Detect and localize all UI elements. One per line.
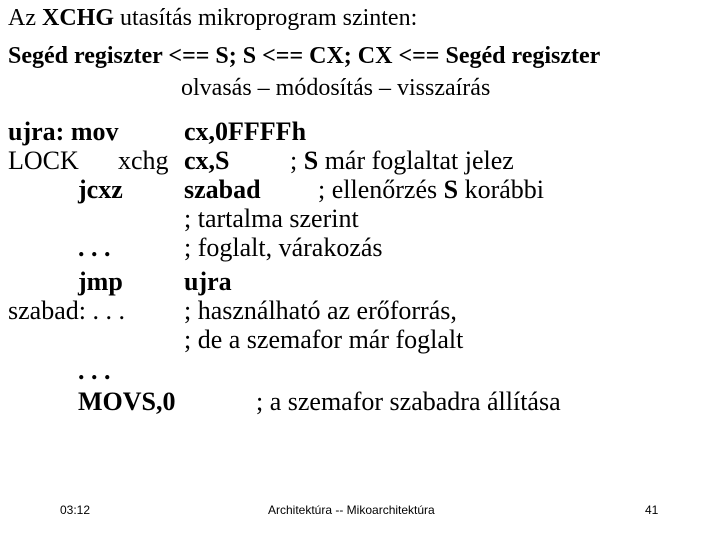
operation-phases: olvasás – módosítás – visszaírás [181,75,491,101]
footer-title: Architektúra -- Mikoarchitektúra [268,503,435,517]
code-mnemonic-xchg: xchg [118,146,169,175]
code-label-szabad: szabad: . . . [8,296,125,325]
code-comment-4: ; tartalma szerint [184,204,359,233]
code-ellipsis-1: . . . [78,233,111,262]
title-prefix: Az [8,5,42,31]
code-comment-3 [318,177,544,203]
code-operand-1: cx,0FFFFh [184,117,307,146]
code-operand-2: cx,S [184,146,230,175]
footer-time: 03:12 [60,503,91,517]
comment-text: korábbi [458,175,544,204]
code-mnemonic-movs: MOVS,0 [78,387,176,416]
comment-highlight: S [303,146,319,175]
register-sequence: Segéd regiszter <== S; S <== CX; CX <== Segéd regiszter [8,43,601,69]
code-operand-6: ujra [184,267,232,296]
comment-text: ; [290,146,304,175]
code-comment-7: ; használható az erőforrás, [184,296,457,325]
code-mnemonic-jmp: jmp [78,267,123,296]
code-operand-3: szabad [184,175,261,204]
code-mnemonic-jcxz: jcxz [78,175,123,204]
code-comment-2 [290,148,514,174]
page-number: 41 [645,503,659,517]
comment-text: már foglaltat jelez [318,146,514,175]
code-comment-5: ; foglalt, várakozás [184,233,383,262]
code-ellipsis-2: . . . [78,356,111,385]
code-prefix-lock: LOCK [8,146,79,175]
title-suffix: utasítás mikroprogram szinten: [113,5,418,31]
comment-highlight: S [443,175,459,204]
code-label-ujra: ujra: mov [8,117,119,146]
comment-text: ; ellenőrzés [318,175,444,204]
code-comment-10: ; a szemafor szabadra állítása [256,387,561,416]
code-comment-8: ; de a szemafor már foglalt [184,325,464,354]
slide-title [8,6,417,30]
title-keyword: XCHG [41,5,114,31]
